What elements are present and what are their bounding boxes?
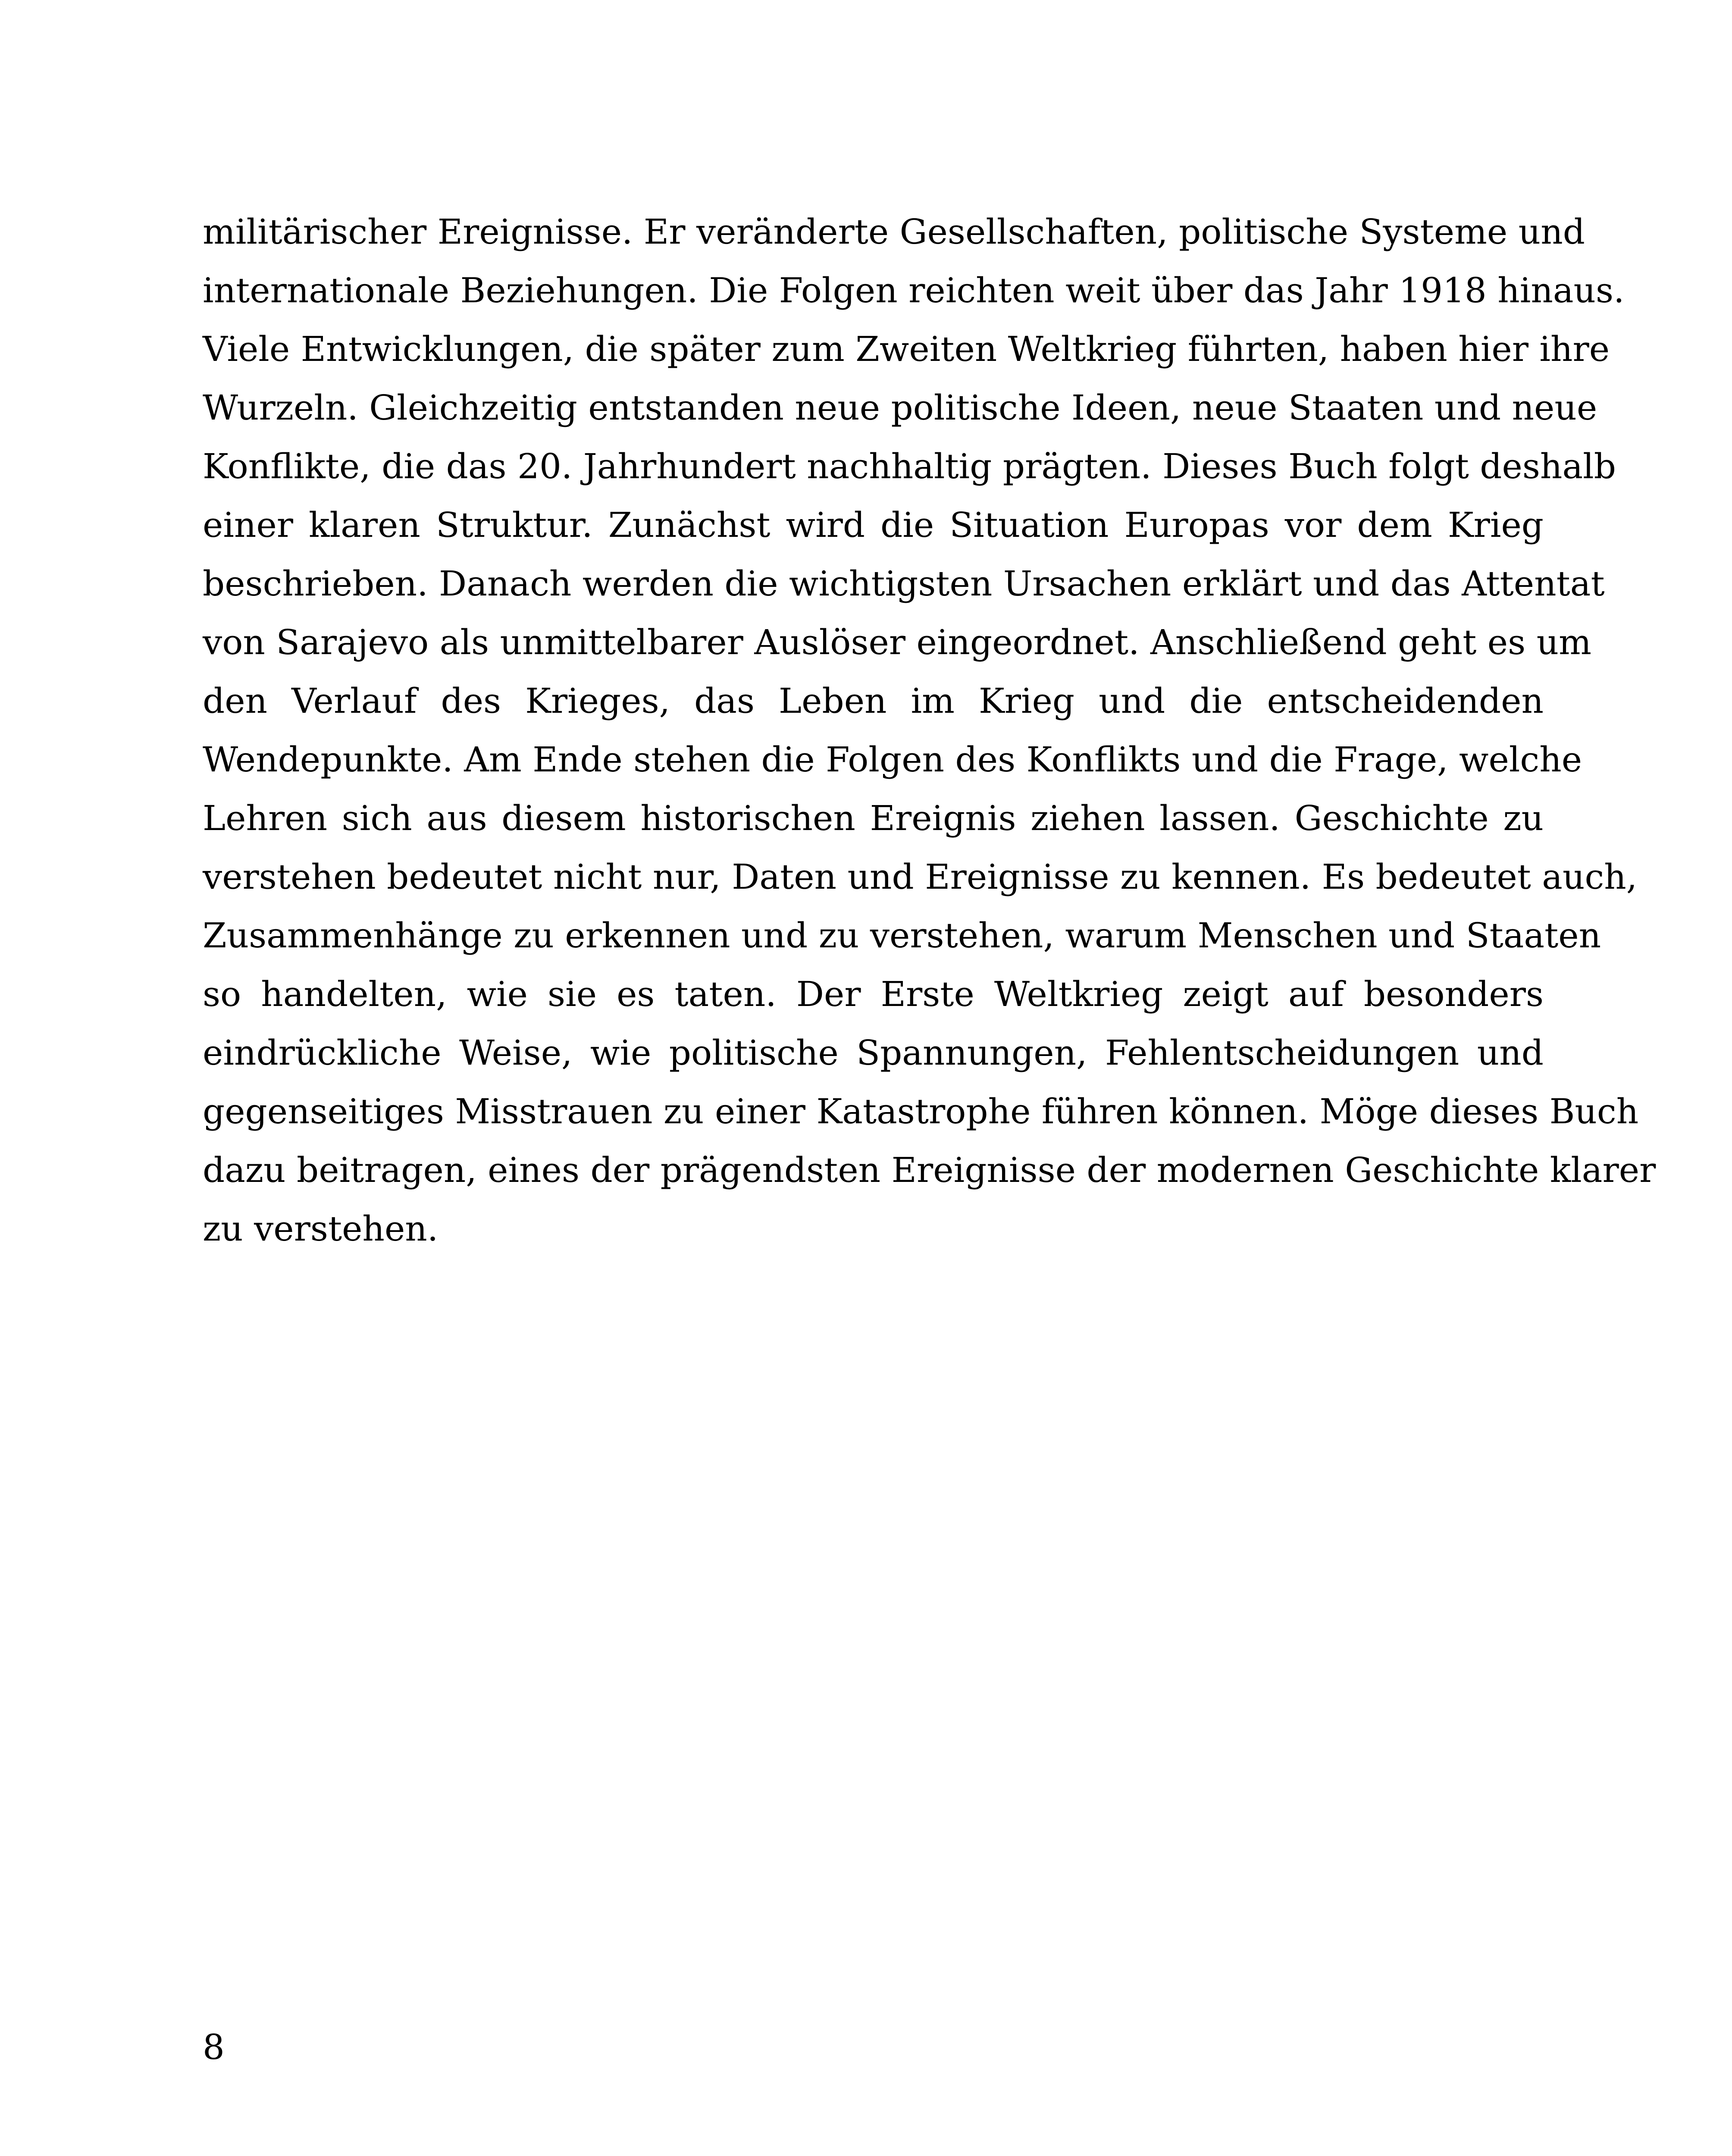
paragraph-line: zu verstehen. [203, 1209, 438, 1249]
paragraph-line: so handelten, wie sie es taten. Der Erste Weltkrieg zeigt auf besonders [203, 974, 1544, 1014]
paragraph-line: verstehen bedeutet nicht nur, Daten und Ereignisse zu kennen. Es bedeutet auch, [203, 857, 1638, 897]
paragraph-line: Wendepunkte. Am Ende stehen die Folgen des Konflikts und die Frage, welche [203, 740, 1582, 780]
paragraph-line: internationale Beziehungen. Die Folgen reichten weit über das Jahr 1918 hinaus. [203, 270, 1625, 310]
body-paragraph [203, 203, 1656, 1258]
paragraph-line: Lehren sich aus diesem historischen Ereignis ziehen lassen. Geschichte zu [203, 798, 1544, 838]
paragraph-line: Viele Entwicklungen, die später zum Zweiten Weltkrieg führten, haben hier ihre [203, 329, 1610, 369]
paragraph-line: Wurzeln. Gleichzeitig entstanden neue politische Ideen, neue Staaten und neue [203, 388, 1597, 428]
paragraph-line: militärischer Ereignisse. Er veränderte Gesellschaften, politische Systeme und [203, 212, 1585, 252]
paragraph-line: einer klaren Struktur. Zunächst wird die Situation Europas vor dem Krieg [203, 505, 1544, 545]
paragraph-line: Zusammenhänge zu erkennen und zu verstehen, warum Menschen und Staaten [203, 915, 1601, 956]
paragraph-line: dazu beitragen, eines der prägendsten Ereignisse der modernen Geschichte klarer [203, 1150, 1656, 1190]
paragraph-line: von Sarajevo als unmittelbarer Auslöser eingeordnet. Anschließend geht es um [203, 622, 1592, 662]
paragraph-line: beschrieben. Danach werden die wichtigsten Ursachen erklärt und das Attentat [203, 564, 1605, 604]
paragraph-line: den Verlauf des Krieges, das Leben im Krieg und die entscheidenden [203, 681, 1544, 721]
page-number: 8 [203, 2027, 225, 2067]
paragraph-line: gegenseitiges Misstrauen zu einer Katastrophe führen können. Möge dieses Buch [203, 1091, 1639, 1131]
paragraph-line: Konflikte, die das 20. Jahrhundert nachhaltig prägten. Dieses Buch folgt deshalb [203, 446, 1616, 486]
paragraph-line: eindrückliche Weise, wie politische Spannungen, Fehlentscheidungen und [203, 1033, 1544, 1073]
